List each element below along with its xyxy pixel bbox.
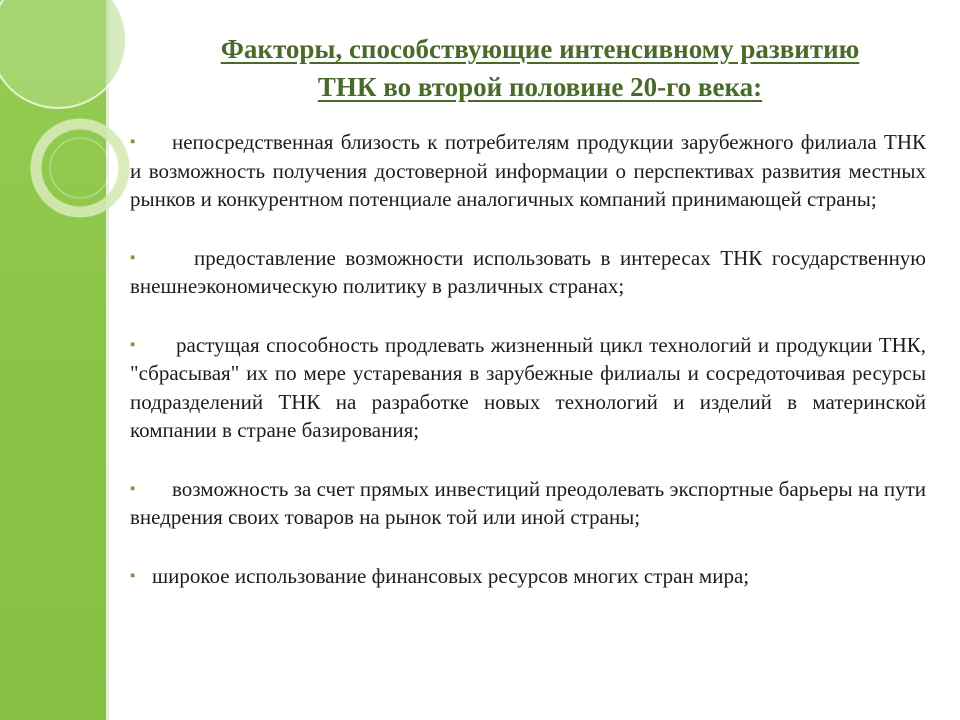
list-item-text-wrap bbox=[130, 244, 926, 301]
bullet-list bbox=[130, 128, 926, 620]
list-item bbox=[130, 475, 926, 532]
slide-title bbox=[130, 30, 950, 106]
list-item bbox=[130, 128, 926, 214]
bullet-square-icon: ▪ bbox=[130, 336, 136, 353]
deco-circle-large bbox=[0, 0, 126, 108]
list-item bbox=[130, 562, 926, 591]
list-item-text-wrap bbox=[130, 475, 926, 532]
bullet-square-icon: ▪ bbox=[130, 134, 136, 150]
list-item-text: предоставление возможности использовать в интересах ТНК государственную внешнеэкономическую политику в различных странах; bbox=[130, 245, 926, 298]
list-item-text-wrap bbox=[130, 128, 926, 214]
list-item bbox=[130, 244, 926, 301]
title-line-1: Факторы, способствующие интенсивному развитию bbox=[220, 34, 860, 64]
list-item-text: широкое использование финансовых ресурсов многих стран мира; bbox=[152, 563, 750, 588]
title-line-2: ТНК во второй половине 20-го века: bbox=[317, 72, 763, 102]
list-item-text-wrap bbox=[130, 331, 926, 445]
bullet-square-icon: ▪ bbox=[130, 480, 136, 497]
list-item-text: растущая способность продлевать жизненный цикл технологий и продукции ТНК, "сбрасывая" их по мере устаревания в зарубежные филиалы и сосредоточивая ресурсы подразделений ТНК на разработке новых технологий и изделий в материнской компании в стране базирования; bbox=[130, 332, 926, 442]
list-item-text: непосредственная близость к потребителям продукции зарубежного филиала ТНК и возможность получения достоверной информации о перспективах развития местных рынков и конкурентном потенциале аналогичных компаний принимающей страны; bbox=[130, 130, 926, 211]
list-item-text: возможность за счет прямых инвестиций преодолевать экспортные барьеры на пути внедрения своих товаров на рынок той или иной страны; bbox=[130, 476, 926, 529]
bullet-square-icon: ▪ bbox=[130, 567, 136, 584]
list-item bbox=[130, 331, 926, 445]
bullet-square-icon: ▪ bbox=[130, 249, 136, 266]
list-item-text-wrap bbox=[130, 562, 926, 591]
deco-ring-inner bbox=[50, 138, 110, 198]
